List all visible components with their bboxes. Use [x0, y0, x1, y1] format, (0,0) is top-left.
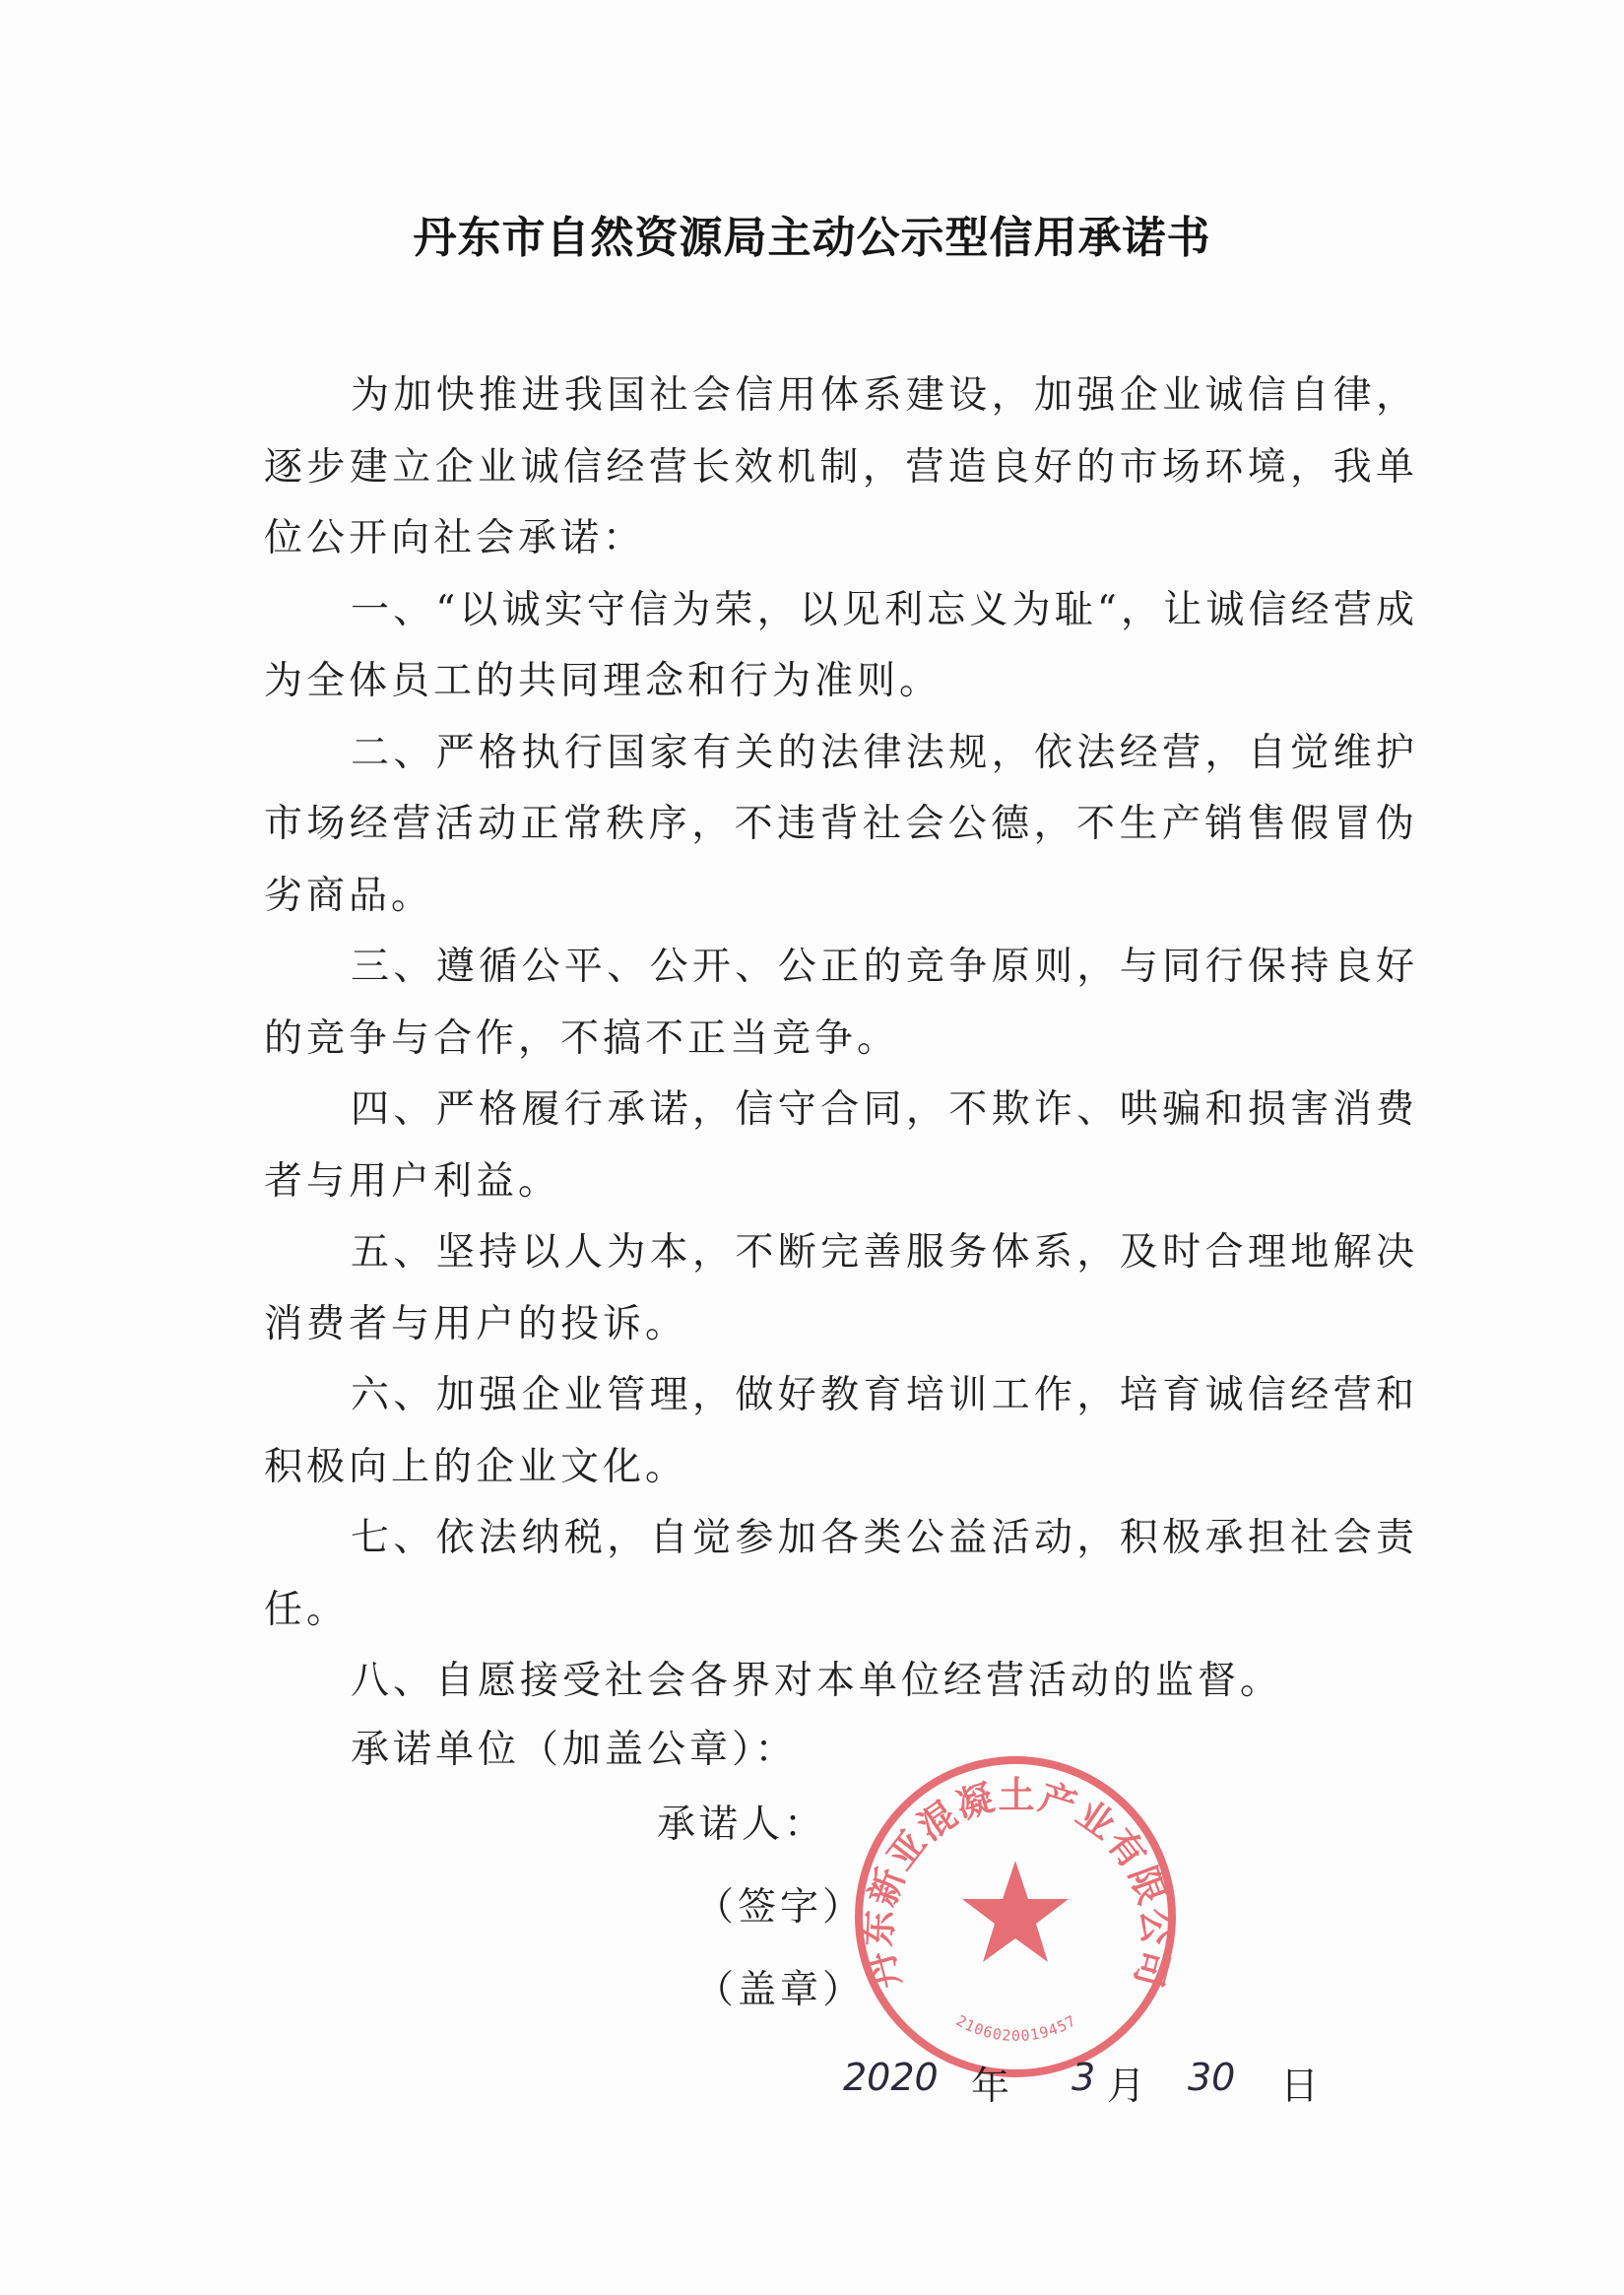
- seal-outer-ring: [859, 1760, 1172, 2073]
- document-body: [264, 361, 1418, 1718]
- commitment-item-5: 五、坚持以人为本，不断完善服务体系，及时合理地解决消费者与用户的投诉。: [264, 1230, 1418, 1346]
- commitment-item-8: 八、自愿接受社会各界对本单位经营活动的监督。: [351, 1659, 1283, 1703]
- commitment-item-3: 三、遵循公平、公开、公正的竞争原则，与同行保持良好的竞争与合作，不搞不正当竞争。: [264, 945, 1418, 1061]
- document-title: 丹东市自然资源局主动公示型信用承诺书: [413, 213, 1211, 263]
- commitment-item-4: 四、严格履行承诺，信守合同，不欺诈、哄骗和损害消费者与用户利益。: [264, 1087, 1418, 1204]
- signature-label: （签字）: [695, 1885, 866, 1930]
- date-day-handwritten: 30: [1188, 2056, 1236, 2099]
- date-year-char: 年: [971, 2065, 1010, 2109]
- commitment-item-6: 六、加强企业管理，做好教育培训工作，培育诚信经营和积极向上的企业文化。: [264, 1373, 1418, 1489]
- seal-code: [953, 2011, 1079, 2045]
- intro-paragraph: 为加快推进我国社会信用体系建设，加强企业诚信自律，逐步建立企业诚信经营长效机制，营造良好的市场环境，我单位公开向社会承诺：: [264, 373, 1418, 560]
- seal-text: [856, 1773, 1178, 1994]
- date-month-char: 月: [1107, 2065, 1146, 2109]
- date-year-handwritten: 2020: [843, 2056, 939, 2099]
- date-day-char: 日: [1280, 2065, 1320, 2109]
- commitment-item-1: 一、“以诚实守信为荣，以见利忘义为耻“，让诚信经营成为全体员工的共同理念和行为准则。: [264, 587, 1418, 703]
- seal-name-path: 丹东新亚混凝土产业有限公司: [856, 1773, 1179, 1994]
- commitment-item-2: 二、严格执行国家有关的法律法规，依法经营，自觉维护市场经营活动正常秩序，不违背社会公德，不生产销售假冒伪劣商品。: [264, 730, 1418, 918]
- commitment-unit-label: 承诺单位（加盖公章）：: [351, 1728, 798, 1772]
- promisor-label: 承诺人：: [657, 1803, 827, 1847]
- company-seal: [849, 1750, 1182, 2083]
- commitment-item-7: 七、依法纳税，自觉参加各类公益活动，积极承担社会责任。: [264, 1516, 1418, 1632]
- date-month-handwritten: 3: [1072, 2056, 1096, 2099]
- seal-star-icon: [962, 1861, 1069, 1962]
- seal-code-path: 2106020019457: [952, 2011, 1080, 2046]
- stamp-label: （盖章）: [695, 1968, 866, 2012]
